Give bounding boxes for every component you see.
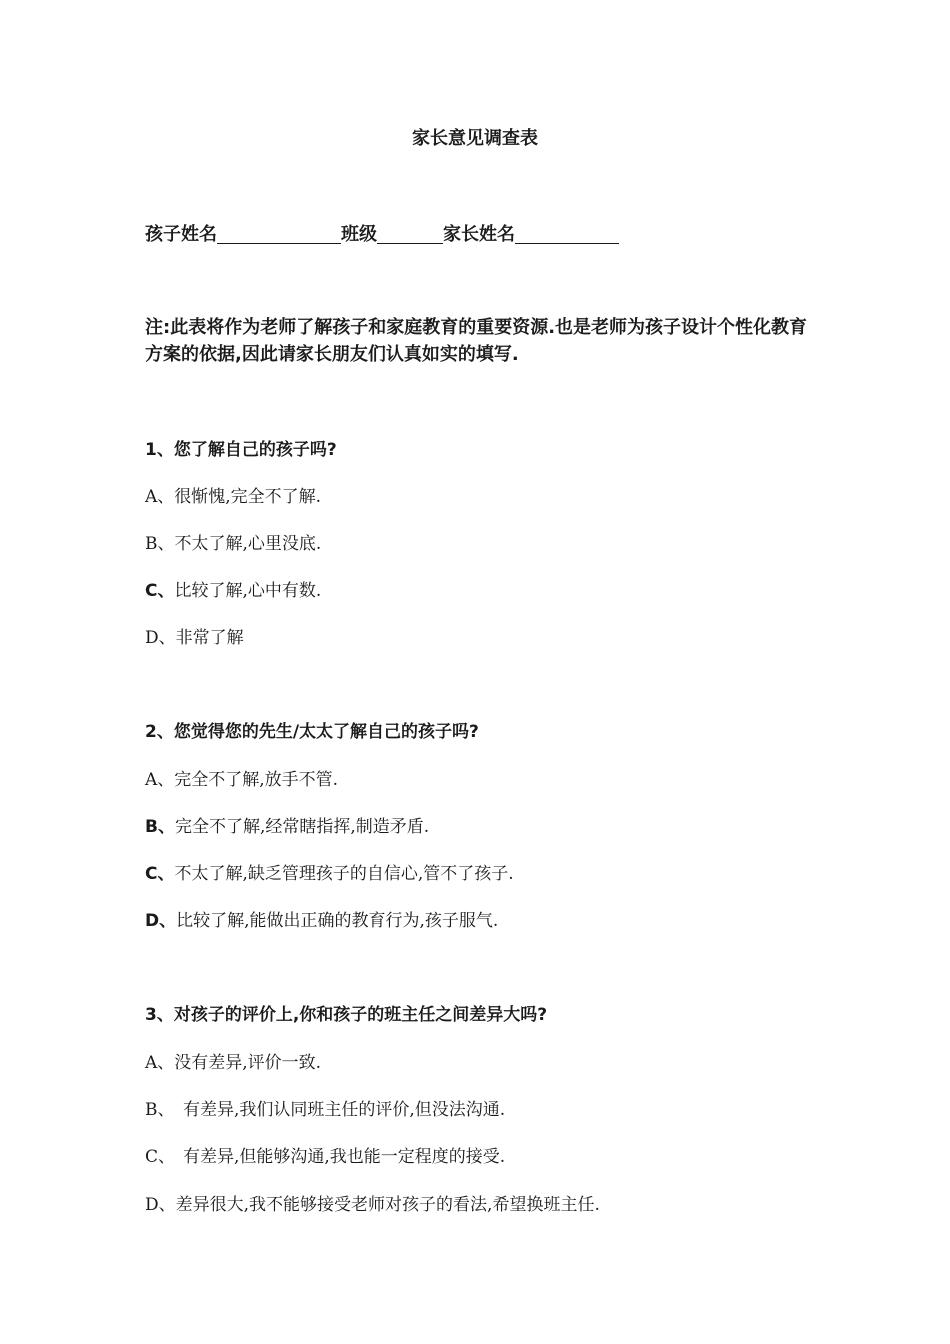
q3-option-d [145,1190,600,1215]
option-label: A、 [145,487,175,507]
option-label: B、 [145,534,175,554]
q3-option-b [145,1095,505,1120]
option-label: C、 [145,581,175,601]
option-label: A、 [145,1053,175,1073]
option-text: 很惭愧,完全不了解. [174,487,322,507]
q1-option-c [145,576,321,601]
option-text: 不太了解,缺乏管理孩子的自信心,管不了孩子. [174,864,514,884]
option-text: 有差异,我们认同班主任的评价,但没法沟通. [183,1100,506,1120]
child-name-label: 孩子姓名 [145,224,217,245]
q3-option-c [145,1142,505,1167]
class-blank [377,223,443,244]
option-text: 非常了解 [175,628,244,648]
option-text: 比较了解,心中有数. [174,581,322,601]
q2-option-b [145,812,429,837]
q2-option-c [145,859,514,884]
option-text: 差异很大,我不能够接受老师对孩子的看法,希望换班主任. [175,1195,600,1215]
option-label: B、 [145,817,175,837]
option-text: 比较了解,能做出正确的教育行为,孩子服气. [176,911,499,931]
page-title: 家长意见调查表 [412,128,538,149]
option-label: A、 [145,770,175,790]
option-label: C、 [145,1147,176,1167]
option-label: D、 [145,911,177,931]
child-name-blank [217,223,341,244]
option-text: 没有差异,评价一致. [174,1053,322,1073]
q3-option-a [145,1048,321,1073]
q1-option-a [145,482,321,507]
q1-option-b [145,529,321,554]
option-text: 有差异,但能够沟通,我也能一定程度的接受. [183,1147,506,1167]
class-label: 班级 [341,224,377,245]
option-label: D、 [145,628,176,648]
option-label: C、 [145,864,175,884]
info-line [145,220,619,246]
parent-name-blank [515,223,619,244]
q2-option-a [145,765,338,790]
parent-name-label: 家长姓名 [443,224,515,245]
option-label: D、 [145,1195,176,1215]
question-3: 3、对孩子的评价上,你和孩子的班主任之间差异大吗? [145,1005,548,1025]
question-2: 2、您觉得您的先生/太太了解自己的孩子吗? [145,722,479,742]
option-text: 完全不了解,经常瞎指挥,制造矛盾. [174,817,430,837]
question-1: 1、您了解自己的孩子吗? [145,440,337,460]
q2-option-d [145,906,498,931]
q1-option-d [145,623,244,648]
option-text: 完全不了解,放手不管. [174,770,339,790]
option-label: B、 [145,1100,175,1120]
note-text: 注:此表将作为老师了解孩子和家庭教育的重要资源.也是老师为孩子设计个性化教育方案的依据,因此请家长朋友们认真如实的填写. [145,317,808,365]
option-text: 不太了解,心里没底. [174,534,322,554]
